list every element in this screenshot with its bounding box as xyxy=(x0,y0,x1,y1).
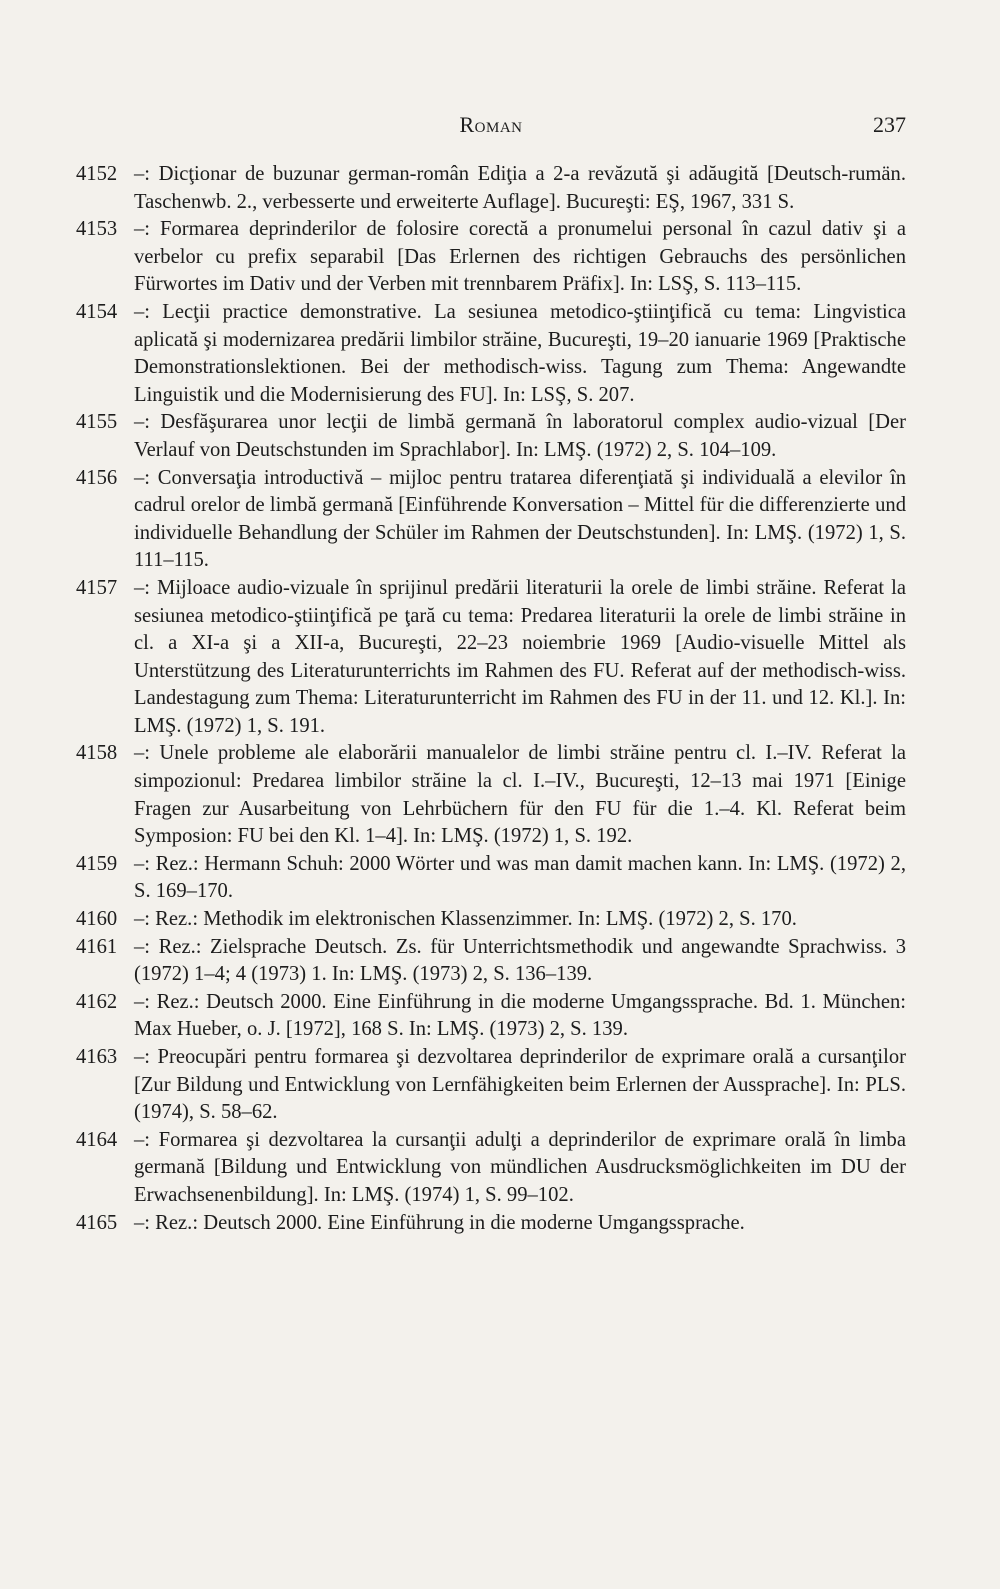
entry-text: –: Rez.: Deutsch 2000. Eine Einführung in die moderne Umgangssprache. Bd. 1. München: Max Hueber, o. J. [1972], 168 S. In: LMŞ. (1973) 2, S. 139. xyxy=(134,990,906,1041)
entry-number: 4159 xyxy=(76,852,118,875)
entry-text: –: Preocupări pentru formarea şi dezvoltarea deprinderilor de exprimare orală a cursanţilor [Zur Bildung und Entwicklung von Lernfähigkeiten beim Erlernen der Aussprache]. In: PLS. (1974), S. 58–62. xyxy=(134,1046,906,1124)
bibliography-entry xyxy=(76,216,906,299)
bibliography-entry xyxy=(76,1044,906,1127)
entry-text: –: Rez.: Hermann Schuh: 2000 Wörter und was man damit machen kann. In: LMŞ. (1972) 2, S. 169–170. xyxy=(134,852,906,903)
bibliography-entry xyxy=(76,851,906,906)
entry-text: –: Conversaţia introductivă – mijloc pentru tratarea diferenţiată şi individuală a elevilor în cadrul orelor de limbă germană [Einführende Konversation – Mittel für die differenzierte und individuelle Behandlung der Schüler im Rahmen der Deutschstunden]. In: LMŞ. (1972) 1, S. 111–115. xyxy=(134,466,906,572)
entry-number: 4155 xyxy=(76,411,118,434)
bibliography-entry xyxy=(76,989,906,1044)
bibliography-entry xyxy=(76,934,906,989)
entry-number: 4158 xyxy=(76,742,118,765)
bibliography-entry xyxy=(76,465,906,575)
entry-text: –: Rez.: Methodik im elektronischen Klassenzimmer. In: LMŞ. (1972) 2, S. 170. xyxy=(134,908,797,931)
entry-text: –: Rez.: Zielsprache Deutsch. Zs. für Unterrichtsmethodik und angewandte Sprachwiss. 3 (1972) 1–4; 4 (1973) 1. In: LMŞ. (1973) 2, S. 136–139. xyxy=(134,935,906,986)
page-header xyxy=(76,112,906,148)
bibliography-list xyxy=(76,161,906,1237)
entry-number: 4163 xyxy=(76,1046,118,1068)
running-title: Roman xyxy=(459,112,523,137)
bibliography-entry xyxy=(76,299,906,409)
bibliography-entry xyxy=(76,409,906,464)
entry-text: –: Rez.: Deutsch 2000. Eine Einführung in die moderne Umgangssprache. xyxy=(134,1211,745,1234)
bibliography-entry xyxy=(76,1210,906,1238)
entry-text: –: Desfăşurarea unor lecţii de limbă germană în laboratorul complex audio-vizual [Der Verlauf von Deutschstunden im Sprachlabor]. In: LMŞ. (1972) 2, S. 104–109. xyxy=(134,411,906,461)
bibliography-entry xyxy=(76,740,906,850)
bibliography-entry xyxy=(76,906,906,934)
entry-number: 4161 xyxy=(76,935,118,958)
bibliography-entry xyxy=(76,1127,906,1210)
entry-number: 4164 xyxy=(76,1128,118,1151)
entry-text: –: Dicţionar de buzunar german-român Ediţia a 2-a revăzută şi adăugită [Deutsch-rumän. Taschenwb. 2., verbesserte und erweiterte Auflage]. Bucureşti: EŞ, 1967, 331 S. xyxy=(134,163,906,213)
entry-text: –: Unele probleme ale elaborării manualelor de limbi străine pentru cl. I.–IV. Referat la simpozionul: Predarea limbilor străine la cl. I.–IV., Bucureşti, 12–13 mai 1971 [Einige Fragen zur Ausarbeitung von Lehrbüchern für den FU für die 1.–4. Kl. Referat beim Symposion: FU bei den Kl. 1–4]. In: LMŞ. (1972) 1, S. 192. xyxy=(134,742,906,848)
entry-number: 4156 xyxy=(76,466,118,489)
entry-text: –: Formarea deprinderilor de folosire corectă a pronumelui personal în cazul dativ şi a verbelor cu prefix separabil [Das Erlernen des richtigen Gebrauchs des persönlichen Fürwortes im Dativ und der Verben mit trennbarem Präfix]. In: LSŞ, S. 113–115. xyxy=(134,218,906,296)
page-number: 237 xyxy=(873,112,906,137)
entry-number: 4165 xyxy=(76,1211,118,1234)
entry-text: –: Formarea şi dezvoltarea la cursanţii adulţi a deprinderilor de exprimare orală în limba germană [Bildung und Entwicklung von mündlichen Ausdrucksmöglichkeiten im DU der Erwachsenenbildung]. In: LMŞ. (1974) 1, S. 99–102. xyxy=(134,1128,906,1206)
bibliography-entry xyxy=(76,161,906,216)
entry-text: –: Lecţii practice demonstrative. La sesiunea metodico-ştiinţifică cu tema: Lingvistica aplicată şi modernizarea predării limbilor străine, Bucureşti, 19–20 ianuarie 1969 [Praktische Demonstrationslektionen. Bei der methodisch-wiss. Tagung zum Thema: Angewandte Linguistik und die Modernisierung des FU]. In: LSŞ, S. 207. xyxy=(134,300,906,406)
bibliography-entry xyxy=(76,575,906,741)
entry-number: 4162 xyxy=(76,990,118,1013)
entry-number: 4152 xyxy=(76,163,118,185)
entry-number: 4157 xyxy=(76,576,118,599)
entry-number: 4153 xyxy=(76,218,118,241)
entry-number: 4160 xyxy=(76,908,118,931)
entry-text: –: Mijloace audio-vizuale în sprijinul predării literaturii la orele de limbi străine. Referat la sesiunea metodico-ştiinţifică pe ţară cu tema: Predarea literaturii la orele de limbi străine in cl. a XI-a şi a XII-a, Bucureşti, 22–23 noiembrie 1969 [Audio-visuelle Mittel als Unterstützung des Literaturunterrichts im Rahmen des FU. Referat auf der methodisch-wiss. Landestagung zum Thema: Literaturunterricht im Rahmen des FU in der 11. und 12. Kl.]. In: LMŞ. (1972) 1, S. 191. xyxy=(134,576,906,737)
entry-number: 4154 xyxy=(76,300,118,323)
